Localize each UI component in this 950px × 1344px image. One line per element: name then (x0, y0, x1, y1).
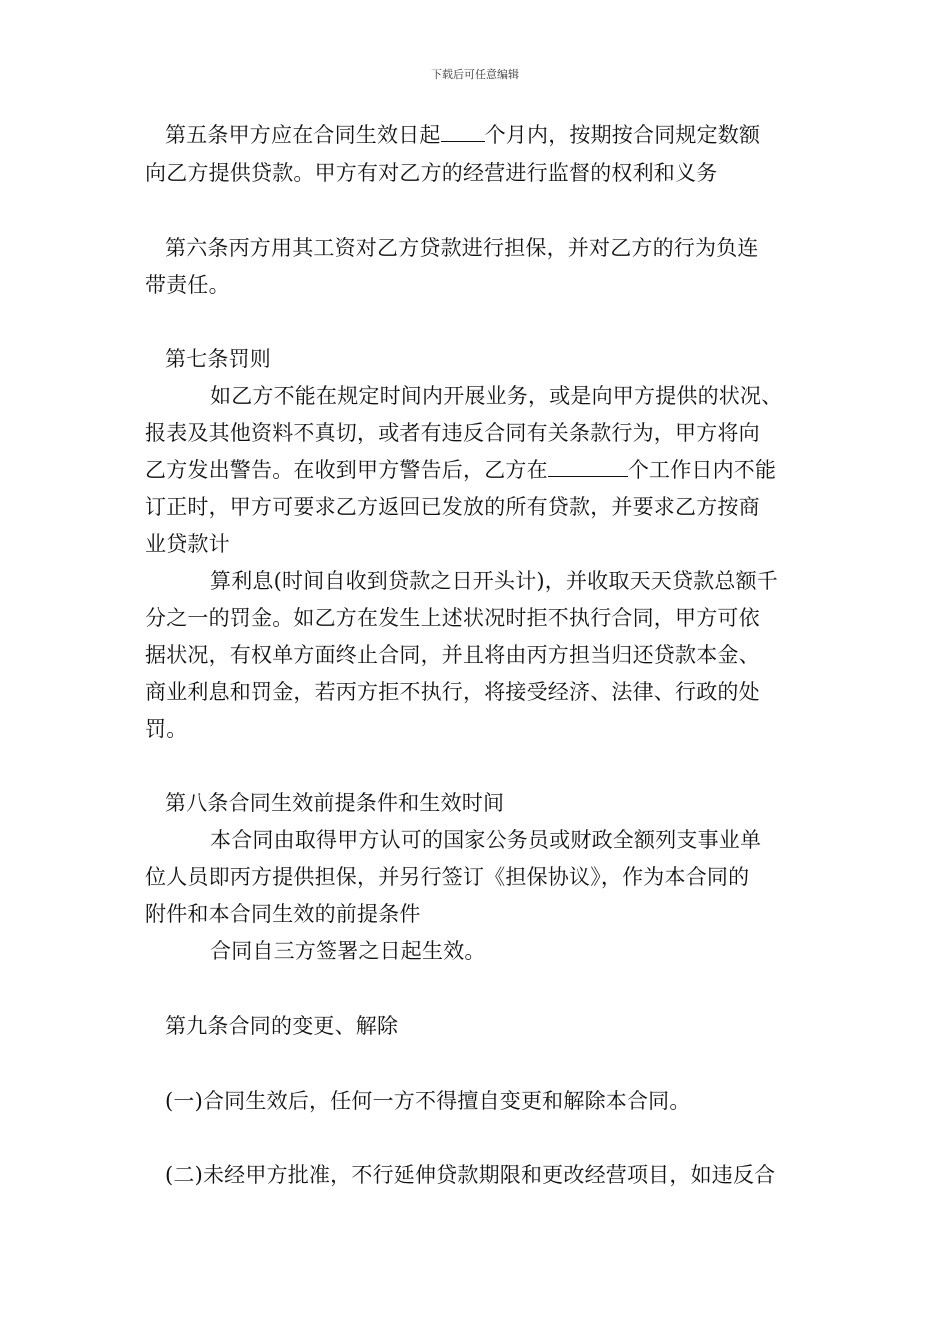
text-line: 第六条丙方用其工资对乙方贷款进行担保，并对乙方的行为负连 (165, 236, 759, 260)
text-line: 订正时，甲方可要求乙方返回已发放的所有贷款，并要求乙方按商 (145, 495, 760, 519)
text-line: 分之一的罚金。如乙方在发生上述状况时拒不执行合同，甲方可依 (145, 606, 760, 630)
text-line: 罚。 (145, 717, 188, 741)
text-line: 如乙方不能在规定时间内开展业务，或是向甲方提供的状况、 (210, 384, 783, 408)
text-line: 业贷款计 (145, 532, 230, 556)
section-heading: 第九条合同的变更、解除 (165, 1014, 399, 1038)
page-header: 下载后可任意编辑 (431, 68, 519, 81)
fill-blank (548, 458, 628, 477)
text-line: 据状况，有权单方面终止合同，并且将由丙方担当归还贷款本金、 (145, 643, 760, 667)
text-line: 位人员即丙方提供担保，并另行签订《担保协议》，作为本合同的 (145, 865, 750, 889)
text-line: 商业利息和罚金，若丙方拒不执行，将接受经济、法律、行政的处 (145, 680, 760, 704)
text-line: 向乙方提供贷款。甲方有对乙方的经营进行监督的权利和义务 (145, 161, 718, 185)
fill-blank (441, 123, 485, 142)
text-line: 乙方发出警告。在收到甲方警告后，乙方在 个工作日内不能 (145, 458, 777, 482)
text-line: (一)合同生效后，任何一方不得擅自变更和解除本合同。 (165, 1089, 691, 1113)
text-line: 算利息(时间自收到贷款之日开头计)，并收取天天贷款总额千 (210, 569, 778, 593)
section-heading: 第七条罚则 (165, 347, 271, 371)
text-line: 带责任。 (145, 273, 230, 297)
section-heading: 第八条合同生效前提条件和生效时间 (165, 791, 505, 815)
text-line: 本合同由取得甲方认可的国家公务员或财政全额列支事业单 (210, 828, 762, 852)
text-line: 第五条甲方应在合同生效日起 个月内，按期按合同规定数额 (165, 123, 761, 147)
text-line: 报表及其他资料不真切，或者有违反合同有关条款行为，甲方将向 (145, 421, 760, 445)
text-line: 附件和本合同生效的前提条件 (145, 902, 421, 926)
text-line: (二)未经甲方批准，不行延伸贷款期限和更改经营项目，如违反合 (165, 1163, 776, 1187)
text-line: 合同自三方签署之日起生效。 (210, 939, 486, 963)
